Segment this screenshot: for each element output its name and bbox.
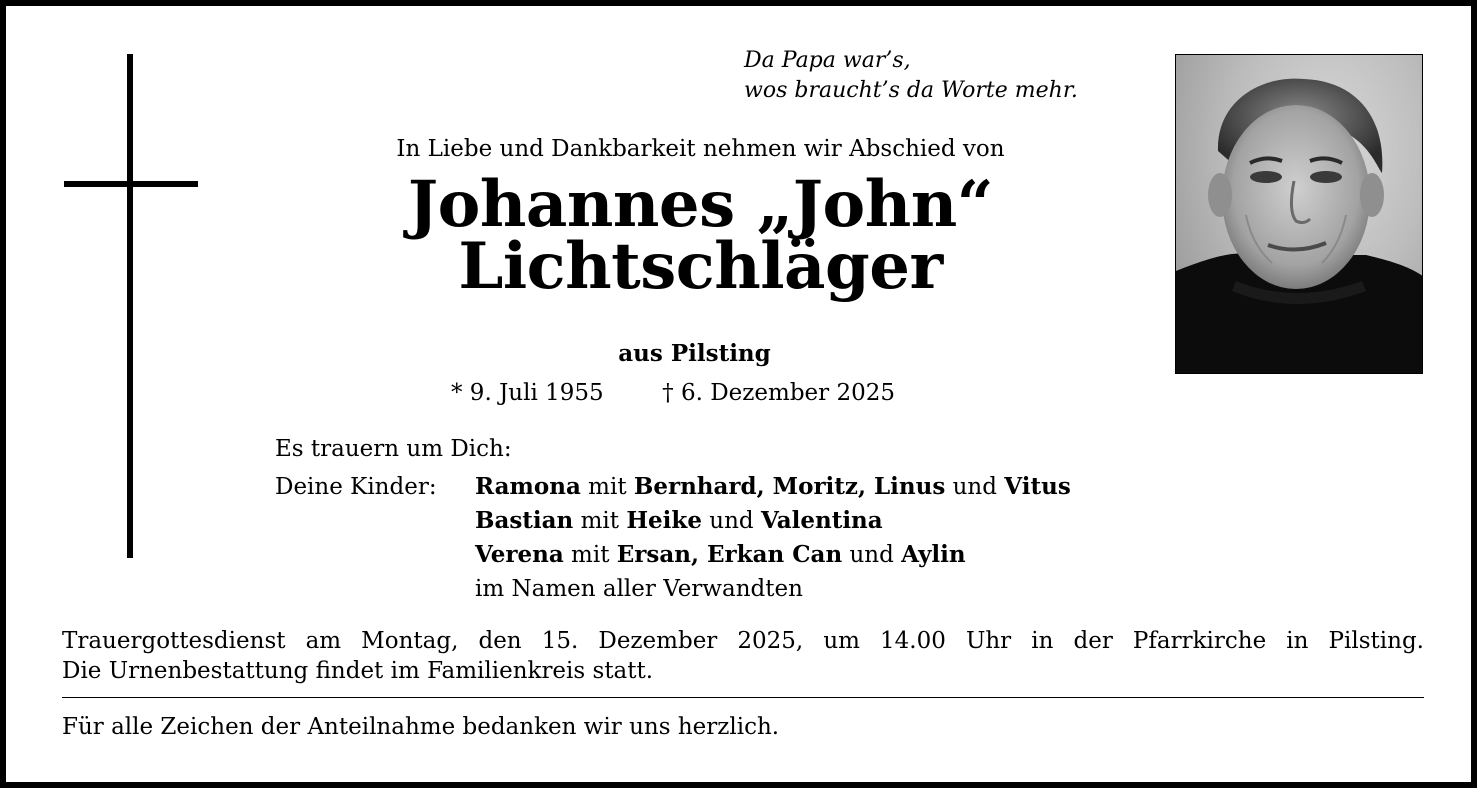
connector: und [842,542,902,568]
cross-icon-vertical-bar [127,54,133,558]
service-line-2: Die Urnenbestattung findet im Familienkreis statt. [62,658,654,684]
family-members: Heike [626,507,702,534]
quote-line-1: Da Papa war’s, [744,48,911,73]
deceased-name-line-2: Lichtschläger [458,229,943,304]
divider [62,697,1424,698]
family-members: Bernhard, Moritz, Linus [633,473,946,500]
child-name: Verena [475,541,564,568]
child-name: Ramona [475,473,581,500]
children-label: Deine Kinder: [275,474,437,500]
death-date: † 6. Dezember 2025 [662,380,895,406]
service-line-1: Trauergottesdienst am Montag, den 15. Dezember 2025, um 14.00 Uhr in der Pfarrkirche in Pilsting. [62,628,1424,654]
farewell-intro: In Liebe und Dankbarkeit nehmen wir Abschied von [396,136,1005,162]
connector: mit [580,474,634,500]
mourners-intro: Es trauern um Dich: [275,436,512,462]
birth-date: * 9. Juli 1955 [451,380,604,406]
thanks-note: Für alle Zeichen der Anteilnahme bedanken wir uns herzlich. [62,714,780,740]
child-name: Bastian [475,507,574,534]
quote-line-2: wos braucht’s da Worte mehr. [744,78,1078,103]
family-member: Vitus [1004,473,1071,500]
children-list [475,470,1071,606]
relatives-closing: im Namen aller Verwandten [475,576,803,602]
deceased-name-line-1: Johannes „John“ [407,167,994,242]
portrait-image [1176,55,1423,374]
deceased-origin: aus Pilsting [618,340,771,367]
family-line-1 [475,470,1071,504]
portrait-photo [1175,54,1423,374]
family-line-2 [475,504,1071,538]
memorial-quote [744,46,1078,106]
family-line-3 [475,538,1071,572]
family-member: Valentina [760,507,883,534]
connector: mit [563,542,617,568]
connector: und [945,474,1005,500]
family-member: Aylin [901,541,966,568]
funeral-service-info [62,626,1424,686]
life-dates [451,378,895,408]
connector: mit [573,508,627,534]
connector: und [701,508,761,534]
family-members: Ersan, Erkan Can [616,541,843,568]
